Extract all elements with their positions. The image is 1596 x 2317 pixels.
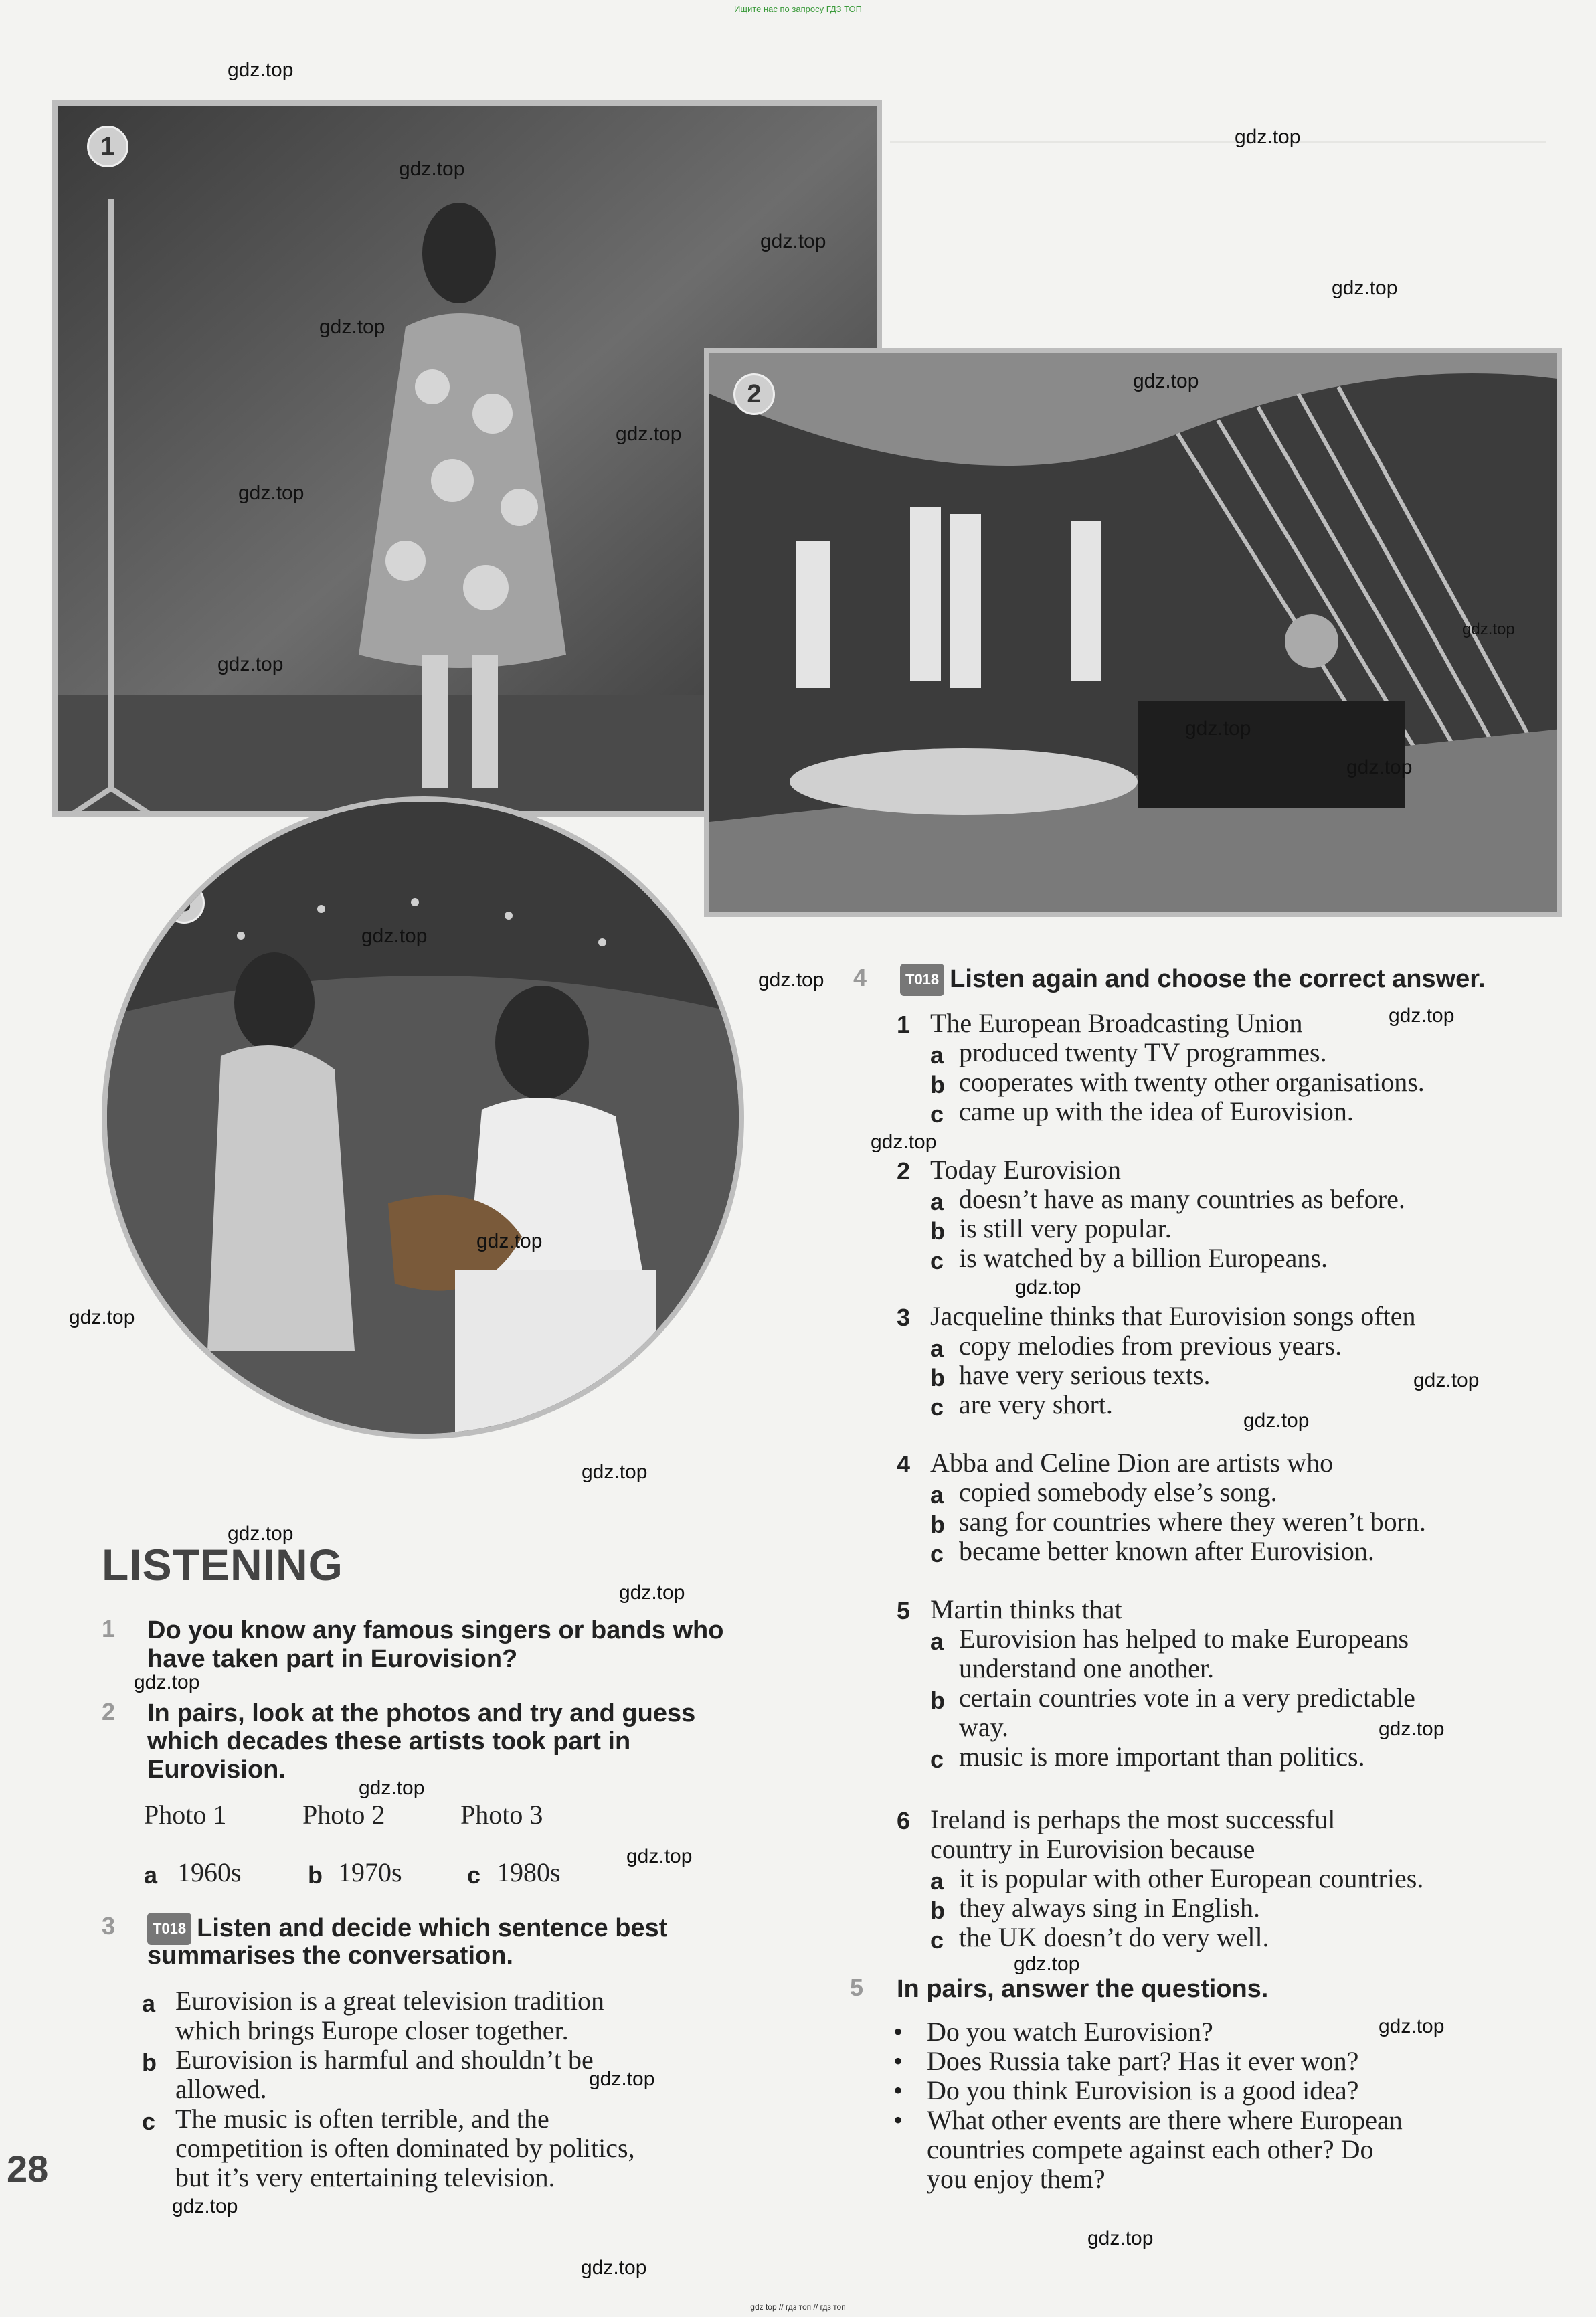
photo-3	[102, 796, 744, 1439]
answer-option-text[interactable]: copied somebody else’s song.	[959, 1477, 1277, 1507]
ex3-option-letter: b	[142, 2049, 157, 2076]
ex3-option-line: which brings Europe closer together.	[175, 2015, 569, 2045]
decade-option-letter: b	[308, 1861, 323, 1889]
answer-option-letter[interactable]: c	[930, 1926, 944, 1954]
answer-option-text[interactable]: certain countries vote in a very predictable	[959, 1683, 1415, 1713]
exercise-1-line-1: Do you know any famous singers or bands who	[147, 1616, 724, 1644]
answer-option-text[interactable]: way.	[959, 1712, 1009, 1742]
question-stem: Martin thinks that	[930, 1594, 1122, 1624]
watermark-text: gdz.top	[1346, 756, 1413, 778]
exercise-5-number: 5	[850, 1974, 864, 2001]
exercise-1-line-2: have taken part in Eurovision?	[147, 1645, 518, 1673]
watermark-text: gdz.top	[1014, 1953, 1080, 1975]
answer-option-letter[interactable]: c	[930, 1247, 944, 1274]
ex3-option-line: The music is often terrible, and the	[175, 2104, 549, 2134]
photo-2	[704, 348, 1562, 917]
answer-option-text[interactable]: they always sing in English.	[959, 1893, 1260, 1923]
photo-2-image	[709, 353, 1562, 917]
watermark-text: gdz.top	[871, 1131, 937, 1153]
watermark-text: gdz.top	[399, 158, 465, 180]
watermark-text: gdz.top	[1185, 717, 1251, 740]
watermark-text: gdz.top	[238, 482, 304, 504]
answer-option-letter[interactable]: a	[930, 1628, 944, 1655]
question-stem: Ireland is perhaps the most successful	[930, 1804, 1336, 1834]
answer-option-text[interactable]: music is more important than politics.	[959, 1741, 1365, 1772]
question-number: 6	[897, 1807, 911, 1834]
decade-option-letter: c	[467, 1861, 481, 1889]
answer-option-text[interactable]: is watched by a billion Europeans.	[959, 1243, 1328, 1273]
exercise-2-line-3: Eurovision.	[147, 1755, 286, 1784]
question-number: 3	[897, 1304, 911, 1331]
question-stem: The European Broadcasting Union	[930, 1008, 1303, 1038]
page-number: 28	[7, 2148, 49, 2190]
discussion-question: What other events are there where European	[927, 2105, 1403, 2135]
watermark-text: gdz.top	[760, 230, 826, 252]
decade-option-text: 1960s	[177, 1857, 242, 1887]
bullet-marker: •	[893, 2016, 903, 2047]
exercise-2-line-2: which decades these artists took part in	[147, 1727, 631, 1755]
watermark-text: gdz.top	[626, 1845, 693, 1867]
answer-option-text[interactable]: understand one another.	[959, 1653, 1214, 1683]
watermark-text: gdz.top	[228, 59, 294, 81]
exercise-3-line-1	[147, 1913, 667, 1945]
audio-track-badge[interactable]: T018	[900, 964, 944, 996]
watermark-text: gdz.top	[616, 423, 682, 445]
photo-label-2: Photo 2	[302, 1800, 385, 1830]
exercise-1-number: 1	[102, 1615, 116, 1642]
exercise-4-instruction	[900, 964, 1486, 996]
watermark-text: gdz.top	[758, 969, 824, 991]
section-heading-listening: LISTENING	[102, 1540, 344, 1590]
discussion-question: Does Russia take part? Has it ever won?	[927, 2046, 1359, 2076]
top-banner: Ищите нас по запросу ГДЗ ТОП	[734, 4, 862, 14]
question-number: 4	[897, 1450, 911, 1478]
answer-option-text[interactable]: copy melodies from previous years.	[959, 1331, 1342, 1361]
answer-option-letter[interactable]: c	[930, 1540, 944, 1567]
discussion-question: Do you watch Eurovision?	[927, 2016, 1213, 2047]
answer-option-letter[interactable]: b	[930, 1071, 945, 1098]
watermark-text: gdz.top	[1087, 2227, 1154, 2249]
bullet-marker: •	[893, 2105, 903, 2135]
exercise-2-number: 2	[102, 1698, 116, 1725]
watermark-text: gdz.top	[1413, 1369, 1480, 1391]
question-stem: country in Eurovision because	[930, 1834, 1255, 1864]
discussion-question: you enjoy them?	[927, 2164, 1105, 2194]
answer-option-letter[interactable]: a	[930, 1335, 944, 1362]
question-number: 1	[897, 1011, 911, 1038]
question-stem: Today Eurovision	[930, 1154, 1121, 1185]
exercise-5-instruction: In pairs, answer the questions.	[897, 1975, 1269, 2003]
watermark-text: gdz.top	[476, 1230, 543, 1252]
answer-option-text[interactable]: cooperates with twenty other organisations.	[959, 1067, 1425, 1097]
answer-option-letter[interactable]: b	[930, 1364, 945, 1391]
decade-option-text: 1970s	[338, 1857, 402, 1887]
decade-option-text: 1980s	[497, 1857, 561, 1887]
answer-option-text[interactable]: is still very popular.	[959, 1213, 1172, 1243]
watermark-text: gdz.top	[1462, 620, 1515, 638]
watermark-text: gdz.top	[361, 925, 428, 947]
question-stem: Abba and Celine Dion are artists who	[930, 1448, 1334, 1478]
ex3-option-line: but it’s very entertaining television.	[175, 2162, 555, 2193]
answer-option-letter[interactable]: b	[930, 1897, 945, 1924]
answer-option-letter[interactable]: b	[930, 1687, 945, 1714]
audio-track-badge[interactable]: T018	[147, 1913, 191, 1945]
answer-option-text[interactable]: have very serious texts.	[959, 1360, 1211, 1390]
exercise-2-line-1: In pairs, look at the photos and try and guess	[147, 1699, 696, 1727]
question-number: 5	[897, 1597, 911, 1624]
answer-option-letter[interactable]: b	[930, 1511, 945, 1538]
watermark-text: gdz.top	[1243, 1409, 1310, 1432]
answer-option-letter[interactable]: a	[930, 1867, 944, 1895]
watermark-text: gdz.top	[1133, 370, 1199, 392]
exercise-3-number: 3	[102, 1912, 116, 1940]
watermark-text: gdz.top	[319, 316, 385, 338]
watermark-text: gdz.top	[217, 653, 284, 675]
watermark-text: gdz.top	[581, 2257, 647, 2279]
answer-option-text[interactable]: Eurovision has helped to make Europeans	[959, 1624, 1409, 1654]
watermark-text: gdz.top	[619, 1581, 685, 1604]
answer-option-letter[interactable]: a	[930, 1188, 944, 1215]
photo-3-badge: 3	[163, 882, 205, 924]
photo-label-1: Photo 1	[144, 1800, 227, 1830]
ex3-option-line: competition is often dominated by politics,	[175, 2133, 635, 2163]
photo-label-3: Photo 3	[460, 1800, 543, 1830]
bullet-marker: •	[893, 2046, 903, 2076]
answer-option-letter[interactable]: a	[930, 1041, 944, 1069]
watermark-text: gdz.top	[228, 1523, 294, 1545]
watermark-text: gdz.top	[1332, 277, 1398, 299]
discussion-question: Do you think Eurovision is a good idea?	[927, 2075, 1359, 2106]
answer-option-text[interactable]: the UK doesn’t do very well.	[959, 1922, 1269, 1952]
question-stem: Jacqueline thinks that Eurovision songs often	[930, 1301, 1416, 1331]
ex3-option-letter: a	[142, 1990, 156, 2017]
answer-option-text[interactable]: are very short.	[959, 1389, 1113, 1420]
exercise-3-line-2: summarises the conversation.	[147, 1942, 513, 1970]
decade-option-letter: a	[144, 1861, 158, 1889]
answer-option-letter[interactable]: a	[930, 1481, 944, 1509]
watermark-text: gdz.top	[1379, 2015, 1445, 2037]
answer-option-letter[interactable]: c	[930, 1745, 944, 1773]
question-number: 2	[897, 1157, 911, 1185]
exercise-4-instruction-text: Listen again and choose the correct answer.	[950, 965, 1486, 993]
photo-2-badge: 2	[733, 373, 775, 415]
watermark-text: gdz.top	[172, 2195, 238, 2217]
watermark-text: gdz.top	[582, 1461, 648, 1483]
answer-option-text[interactable]: came up with the idea of Eurovision.	[959, 1096, 1354, 1126]
answer-option-text[interactable]: produced twenty TV programmes.	[959, 1037, 1327, 1067]
watermark-text: gdz.top	[134, 1671, 200, 1693]
discussion-question: countries compete against each other? Do	[927, 2134, 1374, 2164]
bullet-marker: •	[893, 2075, 903, 2106]
answer-option-letter[interactable]: b	[930, 1217, 945, 1245]
photo-1-badge: 1	[87, 126, 128, 167]
ex3-option-line: Eurovision is a great television tradition	[175, 1986, 604, 2016]
watermark-text: gdz.top	[1389, 1005, 1455, 1027]
exercise-3-line-1-text: Listen and decide which sentence best	[197, 1914, 668, 1942]
watermark-text: gdz.top	[1379, 1718, 1445, 1740]
show-through-decoration	[890, 141, 1546, 263]
ex3-option-line: allowed.	[175, 2074, 267, 2104]
bottom-banner: gdz top // гдз топ // гдз топ	[750, 2302, 846, 2312]
watermark-text: gdz.top	[589, 2068, 655, 2090]
exercise-4-number: 4	[853, 964, 867, 991]
watermark-text: gdz.top	[359, 1777, 425, 1799]
watermark-text: gdz.top	[1015, 1276, 1081, 1298]
ex3-option-line: Eurovision is harmful and shouldn’t be	[175, 2045, 594, 2075]
ex3-option-letter: c	[142, 2108, 156, 2135]
answer-option-text[interactable]: doesn’t have as many countries as before.	[959, 1184, 1405, 1214]
answer-option-letter[interactable]: c	[930, 1393, 944, 1421]
answer-option-letter[interactable]: c	[930, 1100, 944, 1128]
answer-option-text[interactable]: sang for countries where they weren’t born.	[959, 1507, 1426, 1537]
answer-option-text[interactable]: it is popular with other European countries.	[959, 1863, 1424, 1893]
watermark-text: gdz.top	[1235, 126, 1301, 148]
watermark-text: gdz.top	[69, 1306, 135, 1328]
answer-option-text[interactable]: became better known after Eurovision.	[959, 1536, 1375, 1566]
